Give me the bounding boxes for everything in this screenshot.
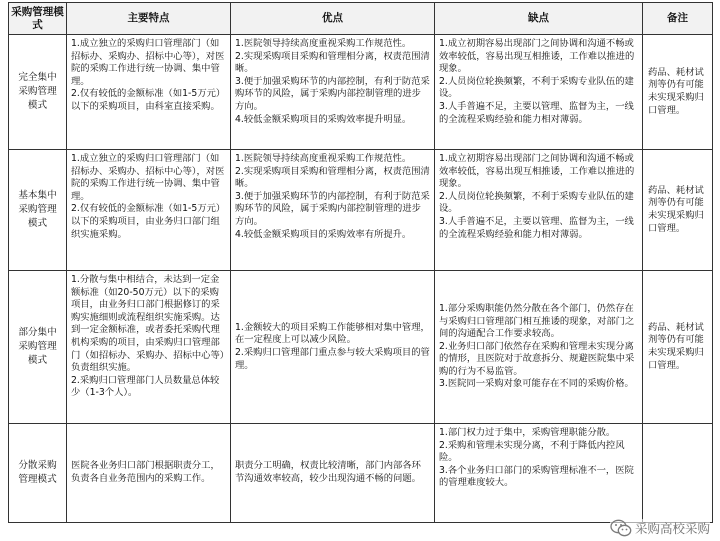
note-cell: 药品、耗材试剂等仍有可能未实现采购归口管理。	[643, 35, 713, 150]
features-cell	[67, 271, 231, 424]
wechat-logo-icon	[610, 519, 632, 537]
con-item: 2.业务归口部门依然存在采购和管理未实现分离的情形，且医院对于故意拆分、规避医院集中采购的行为不易监管。	[439, 340, 635, 377]
pros-cell	[231, 424, 435, 523]
table-row	[9, 271, 713, 424]
cons-cell	[435, 424, 643, 523]
header-row	[9, 3, 713, 35]
pro-item: 2.采购归口管理部门重点参与较大采购项目的管理。	[235, 347, 430, 371]
con-item: 1.部分采购职能仍然分散在各个部门，仍然存在与采购归口管理部门相互推诿的现象，对部门之间的沟通配合工作要求较高。	[439, 302, 635, 340]
table-row	[9, 424, 713, 523]
pros-cell	[231, 271, 435, 424]
cons-cell	[435, 271, 643, 424]
feature-item: 1.成立独立的采购归口管理部门（如招标办、采购办、招标中心等），对医院的采购工作进行统一协调、集中管理。	[71, 153, 225, 202]
con-item: 1.成立初期容易出现部门之间协调和沟通不畅或效率较低，容易出现互相推诿，工作难以推进的现象。	[439, 153, 635, 190]
model-cell: 分散采购管理模式	[9, 424, 67, 523]
table-row	[9, 150, 713, 271]
feature-item: 1.分散与集中相结合，未达到一定金额标准（如20-50万元）以下的采购项目，由业务归口部门根据修订的采购实施细则或流程组织实施采购。达到一定金额标准，或者委托采购代理机构采购的项目，由采购归口管理部门（如招标办、采购办、招标中心等）负责组织实施。	[71, 274, 225, 374]
pros-cell	[231, 35, 435, 150]
con-item: 1.成立初期容易出现部门之间协调和沟通不畅或效率较低，容易出现互相推诿，工作难以推进的现象。	[439, 38, 635, 75]
pro-item: 1.金额较大的项目采购工作能够相对集中管理，在一定程度上可以减少风险。	[235, 321, 430, 346]
con-item: 2.人员岗位轮换频繁，不利于采购专业队伍的建设。	[439, 75, 634, 100]
feature-item: 2.仅有较低的金额标准（如1-5万元）以下的采购项目，由业务归口部门组织实施采购。	[71, 203, 226, 240]
pro-item: 2.实现采购项目采购和管理相分离，权责范围清晰。	[235, 165, 430, 190]
watermark	[610, 519, 710, 537]
con-item: 3.人手普遍不足，主要以管理、监督为主，一线的全流程采购经验和能力相对薄弱。	[439, 215, 634, 240]
pro-item: 1.医院领导持续高度重视采购工作规范性。	[235, 38, 412, 49]
features-cell	[67, 424, 231, 523]
feature-item: 2.采购归口管理部门人员数量总体较少（1-3个人）。	[71, 374, 220, 399]
note-cell: 药品、耗材试剂等仍有可能未实现采购归口管理。	[643, 271, 713, 424]
header-cons: 缺点	[435, 3, 643, 35]
con-item: 2.采购和管理未实现分离，不利于降低内控风险。	[439, 439, 625, 464]
model-cell: 部分集中采购管理模式	[9, 271, 67, 424]
con-item: 2.人员岗位轮换频繁，不利于采购专业队伍的建设。	[439, 190, 634, 215]
pros-cell	[231, 150, 435, 271]
feature-item: 1.成立独立的采购归口管理部门（如招标办、采购办、招标中心等），对医院的采购工作进行统一协调、集中管理。	[71, 38, 225, 87]
header-features: 主要特点	[67, 3, 231, 35]
pro-item: 4.较低金额采购项目的采购效率提升明显。	[235, 113, 412, 125]
cons-cell	[435, 35, 643, 150]
note-cell	[643, 424, 713, 523]
features-cell	[67, 35, 231, 150]
model-cell: 完全集中采购管理模式	[9, 35, 67, 150]
pro-item: 1.医院领导持续高度重视采购工作规范性。	[235, 153, 412, 164]
cons-cell	[435, 150, 643, 271]
header-pros: 优点	[231, 3, 435, 35]
feature-item: 医院各业务归口部门根据职责分工，负责各自业务范围内的采购工作。	[71, 460, 220, 484]
watermark-text: 采购高校采购	[634, 521, 710, 536]
features-cell	[67, 150, 231, 271]
table-row	[9, 35, 713, 150]
pro-item: 4.较低金额采购项目的采购效率有所提升。	[235, 228, 412, 240]
header-note: 备注	[643, 3, 713, 35]
pro-item: 职责分工明确，权责比较清晰，部门内部各环节沟通效率较高，较少出现沟通不畅的问题。	[235, 460, 421, 484]
feature-item: 2.仅有较低的金额标准（如1-5万元）以下的采购项目，由科室直接采购。	[71, 88, 226, 112]
con-item: 3.医院同一采购对象可能存在不同的采购价格。	[439, 378, 634, 390]
note-cell: 药品、耗材试剂等仍有可能未实现采购归口管理。	[643, 150, 713, 271]
pro-item: 3.便于加强采购环节的内部控制，有利于防范采购环节的风险，属于采购内部控制管理的进步方向。	[235, 190, 430, 227]
header-model: 采购管理模式	[9, 3, 67, 35]
con-item: 3.人手普遍不足，主要以管理、监督为主，一线的全流程采购经验和能力相对薄弱。	[439, 100, 634, 125]
model-cell: 基本集中采购管理模式	[9, 150, 67, 271]
pro-item: 2.实现采购项目采购和管理相分离，权责范围清晰。	[235, 50, 430, 75]
comparison-table	[8, 2, 713, 523]
con-item: 3.各个业务归口部门的采购管理标准不一，医院的管理难度较大。	[439, 464, 634, 489]
con-item: 1.部门权力过于集中，采购管理职能分散。	[439, 427, 616, 438]
pro-item: 3.便于加强采购环节的内部控制，有利于防范采购环节的风险，属于采购内部控制管理的进步方向。	[235, 75, 430, 112]
